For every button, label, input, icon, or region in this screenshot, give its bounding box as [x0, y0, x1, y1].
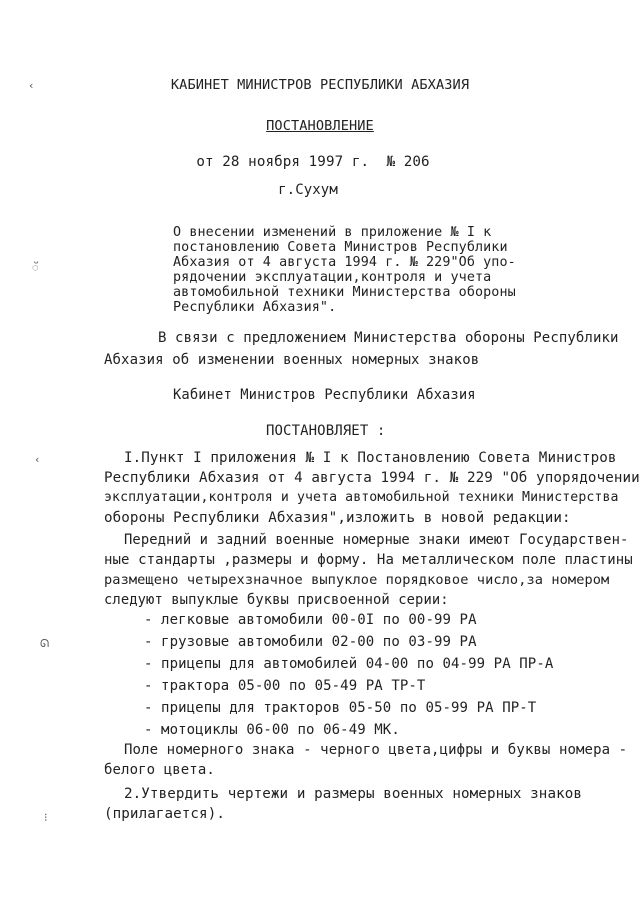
item-1-line: Республики Абхазия от 4 августа 1994 г. № 229 "Об упорядочении: [104, 470, 640, 486]
date-number-line: от 28 ноября 1997 г. № 206: [196, 154, 430, 170]
margin-scan-mark: ‹: [34, 453, 41, 466]
margin-scan-mark: ⁝: [44, 811, 48, 824]
issuer-line: Кабинет Министров Республики Абхазия: [173, 387, 476, 403]
subject-line: Республики Абхазия".: [173, 300, 337, 315]
color-note-line: Поле номерного знака - черного цвета,цифры и буквы номера -: [124, 742, 628, 758]
city-line: г.Сухум: [278, 182, 338, 198]
subject-line: Абхазия от 4 августа 1994 г. № 229"Об упо-: [173, 255, 516, 270]
series-list-item: - прицепы для автомобилей 04-00 по 04-99 РА ПР-А: [144, 656, 554, 672]
subject-line: рядочении эксплуатации,контроля и учета: [173, 270, 492, 285]
color-note-line: белого цвета.: [104, 762, 215, 778]
series-list-item: - прицепы для тракторов 05-50 по 05-99 РА ПР-Т: [144, 700, 537, 716]
subject-line: постановлению Совета Министров Республики: [173, 240, 508, 255]
series-list-item: - трактора 05-00 по 05-49 РА ТР-Т: [144, 678, 426, 694]
item-1-line: обороны Республики Абхазия",изложить в новой редакции:: [104, 510, 571, 526]
margin-scan-mark: ॅ: [32, 261, 39, 274]
quote-line: размещено четырехзначное выпуклое порядковое число,за номером: [104, 572, 610, 588]
preamble-line: В связи с предложением Министерства обороны Республики: [158, 330, 619, 346]
margin-scan-mark: ᘏ: [40, 637, 50, 650]
subject-line: автомобильной техники Министерства обороны: [173, 285, 516, 300]
quote-line: следуют выпуклые буквы присвоенной серии:: [104, 592, 449, 608]
quote-line: ные стандарты ,размеры и форму. На металлическом поле пластины: [104, 552, 633, 568]
resolves-heading: ПОСТАНОВЛЯЕТ :: [266, 423, 386, 439]
quote-line: Передний и задний военные номерные знаки имеют Государствен-: [124, 532, 629, 548]
subject-line: О внесении изменений в приложение № I к: [173, 225, 492, 240]
series-list-item: - легковые автомобили 00-0I по 00-99 РА: [144, 612, 477, 628]
item-1-line: I.Пункт I приложения № I к Постановлению Совета Министров: [124, 450, 617, 466]
organization-heading: КАБИНЕТ МИНИСТРОВ РЕСПУБЛИКИ АБХАЗИЯ: [170, 77, 470, 93]
series-list-item: - грузовые автомобили 02-00 по 03-99 РА: [144, 634, 477, 650]
item-2-line: (прилагается).: [104, 806, 225, 822]
margin-scan-mark: ‹: [28, 79, 35, 92]
item-1-line: эксплуатации,контроля и учета автомобильной техники Министерства: [104, 490, 619, 505]
item-2-line: 2.Утвердить чертежи и размеры военных номерных знаков: [124, 786, 583, 802]
document-type-heading: ПОСТАНОВЛЕНИЕ: [266, 118, 374, 134]
series-list-item: - мотоциклы 06-00 по 06-49 МК.: [144, 722, 400, 738]
preamble-line: Абхазия об изменении военных номерных знаков: [104, 352, 480, 368]
